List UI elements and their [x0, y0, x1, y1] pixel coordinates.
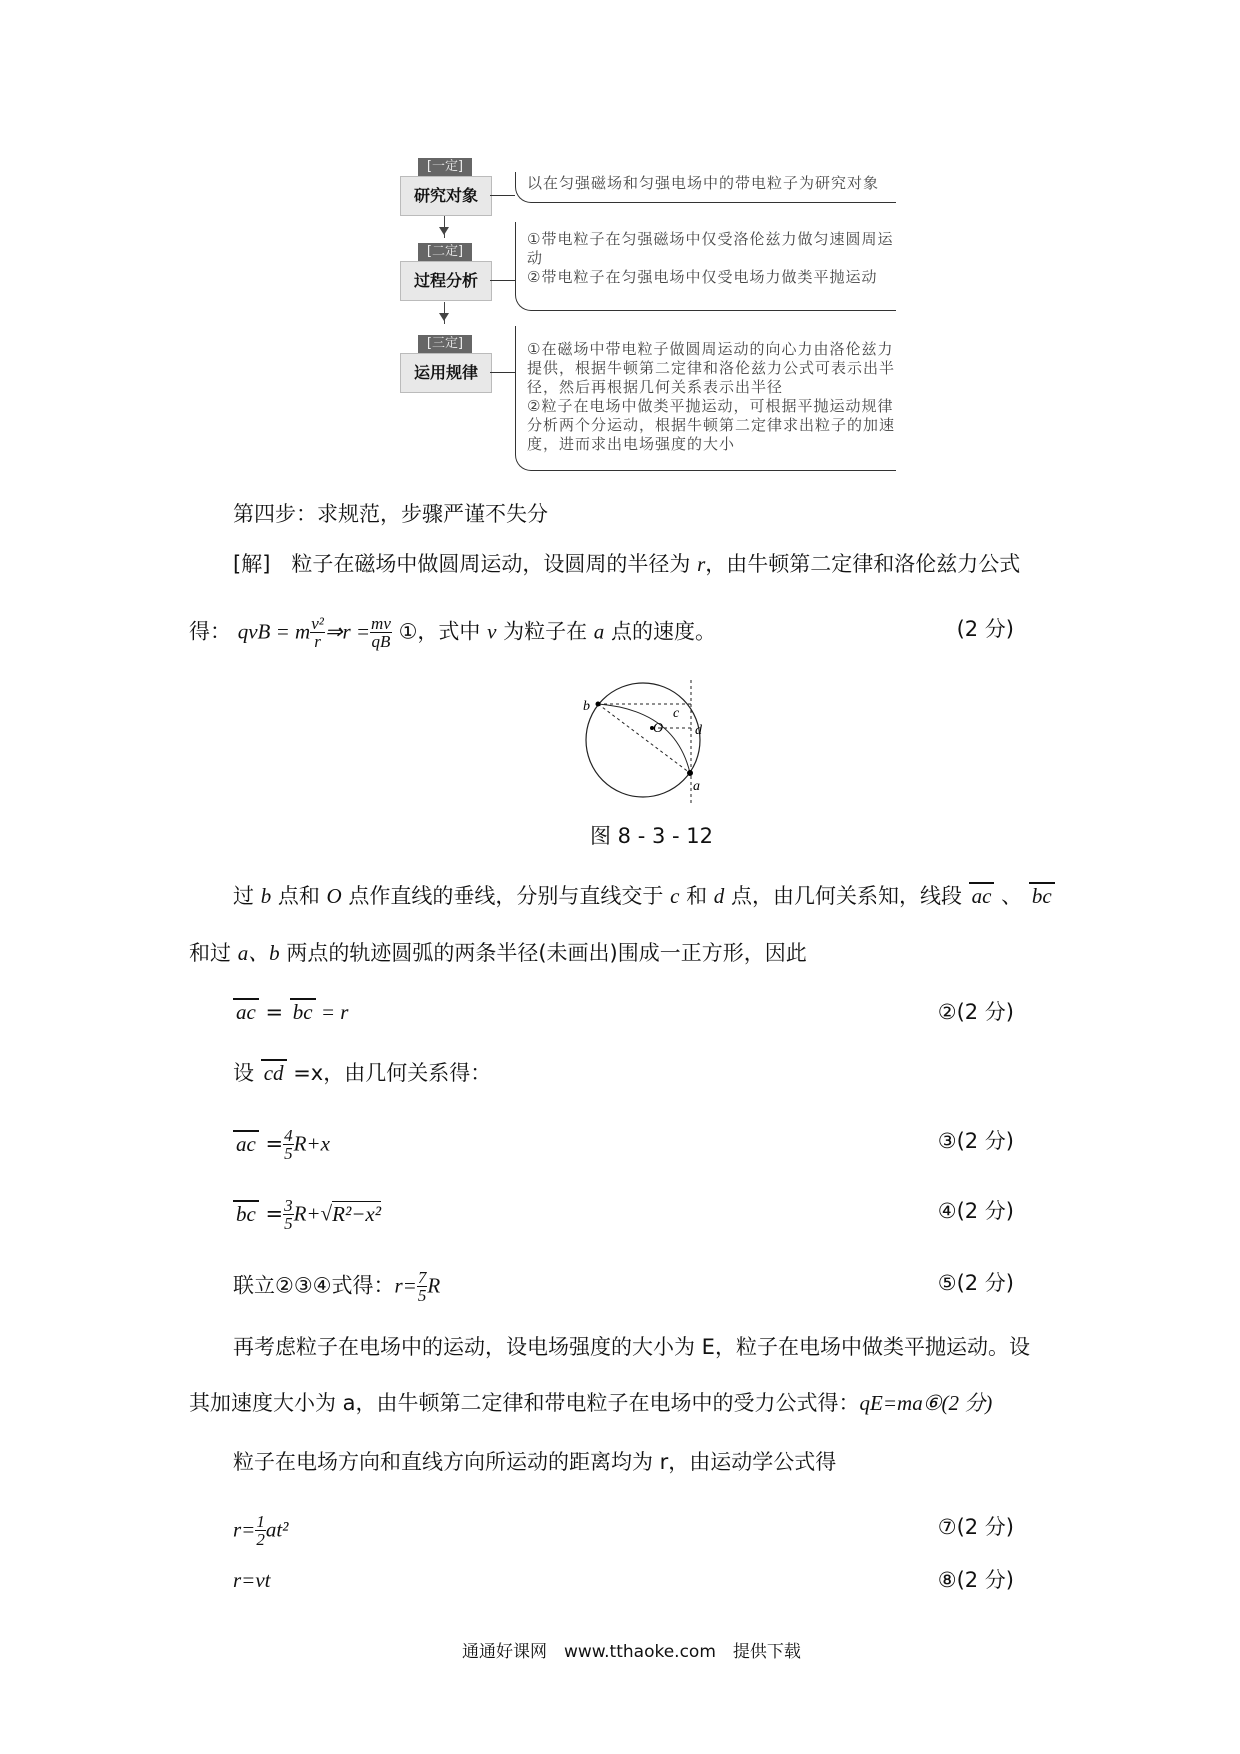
equation-4 — [233, 1197, 381, 1232]
paragraph: 再考虑粒子在电场中的运动，设电场强度的大小为 E，粒子在电场中做类平抛运动。设 — [233, 1335, 1030, 1359]
figure-caption: 图 8 - 3 - 12 — [590, 824, 713, 848]
var: O — [326, 884, 342, 908]
step-tag: [三定] — [418, 335, 472, 353]
step-box: 运用规律 — [400, 353, 492, 393]
math: qE=ma⑥(2 分) — [859, 1391, 993, 1415]
num: 3 — [284, 1196, 293, 1215]
step-box: 研究对象 — [400, 176, 492, 216]
text: 点，由几何关系知，线段 — [724, 884, 969, 908]
radicand: R²−x² — [332, 1201, 382, 1226]
paragraph — [189, 1389, 992, 1417]
math: = r — [315, 1000, 349, 1024]
var: a — [593, 619, 605, 644]
score: ②(2 分) — [937, 1000, 1014, 1024]
step-tag: [二定] — [418, 243, 472, 261]
den: 5 — [284, 1214, 293, 1233]
label-b: b — [583, 699, 590, 714]
segment: bc — [1029, 882, 1055, 908]
connector — [490, 372, 515, 373]
text: 为粒子在 — [496, 619, 594, 644]
text: =x，由几何关系得： — [286, 1061, 492, 1085]
den: 5 — [284, 1144, 293, 1163]
equation-3 — [233, 1127, 330, 1162]
equation-8: r=vt — [233, 1568, 271, 1592]
segment: bc — [290, 998, 316, 1024]
math: r= — [394, 1273, 417, 1298]
score: ⑦(2 分) — [937, 1515, 1014, 1539]
content-line: ②粒子在电场中做类平抛运动，可根据平抛运动规律分析两个分运动，根据牛顿第二定律求出粒子的加速度，进而求出电场强度的大小 — [527, 397, 896, 453]
segment: bc — [233, 1200, 259, 1226]
equation-1 — [189, 615, 716, 650]
paragraph — [189, 939, 807, 967]
label-O: O — [653, 721, 664, 736]
num: mv — [371, 614, 391, 633]
arrow-down-icon — [444, 216, 445, 238]
text: 得： — [189, 619, 231, 644]
math: R — [427, 1273, 441, 1298]
text: = — [258, 1201, 284, 1226]
text: 设 — [233, 1061, 261, 1085]
text: [解] 粒子在磁场中做圆周运动，设圆周的半径为 — [233, 552, 698, 576]
score: (2 分) — [956, 617, 1014, 641]
den: qB — [371, 632, 391, 651]
num: 7 — [417, 1268, 427, 1287]
var: b — [260, 884, 272, 908]
num: 1 — [256, 1512, 265, 1531]
segment: cd — [261, 1059, 287, 1085]
equation-7 — [233, 1513, 288, 1548]
step-content — [527, 340, 897, 454]
math: ⇒r = — [324, 619, 371, 644]
den: 5 — [417, 1286, 427, 1305]
score: ③(2 分) — [937, 1129, 1014, 1153]
fraction — [283, 1197, 294, 1232]
paragraph — [233, 882, 1055, 910]
den: 2 — [256, 1530, 265, 1549]
var: a、b — [237, 941, 280, 965]
content-line: ①在磁场中带电粒子做圆周运动的向心力由洛伦兹力提供，根据牛顿第二定律和洛伦兹力公式可表示出半径，然后再根据几何关系表示出半径 — [527, 340, 896, 396]
content-line: ①带电粒子在匀强磁场中仅受洛伦兹力做匀速圆周运动 — [527, 230, 894, 267]
arrow-down-icon — [444, 302, 445, 324]
label-a: a — [693, 779, 700, 794]
circle — [586, 683, 700, 797]
point-b — [596, 702, 601, 707]
math: qvB = m — [237, 619, 311, 644]
content-line: ②带电粒子在匀强电场中仅受电场力做类平抛运动 — [527, 268, 878, 286]
text: 过 — [233, 884, 261, 908]
text: 两点的轨迹圆弧的两条半径(未画出)围成一正方形，因此 — [279, 941, 807, 965]
var: r — [697, 552, 706, 576]
solution-para — [233, 550, 1020, 578]
point-a — [687, 770, 693, 776]
segment: ac — [233, 998, 259, 1024]
num: 4 — [284, 1126, 293, 1145]
paragraph: 粒子在电场方向和直线方向所运动的距离均为 r，由运动学公式得 — [233, 1450, 837, 1474]
text: = — [258, 1131, 284, 1156]
text: 和过 — [189, 941, 238, 965]
math: r= — [233, 1517, 256, 1542]
fraction — [283, 1127, 294, 1162]
footer: 通通好课网 www.tthaoke.com 提供下载 — [462, 1642, 801, 1662]
step-content: 以在匀强磁场和匀强电场中的带电粒子为研究对象 — [527, 174, 880, 192]
equation-2 — [233, 998, 348, 1026]
text: 和 — [679, 884, 714, 908]
text: 点作直线的垂线，分别与直线交于 — [341, 884, 671, 908]
step-tag: [一定] — [418, 158, 472, 176]
label-c: c — [673, 706, 680, 721]
math: R+x — [293, 1131, 330, 1156]
text: = — [258, 1000, 290, 1024]
geometry-figure — [580, 680, 720, 805]
math: R+√ — [293, 1201, 333, 1226]
text: ，由牛顿第二定律和洛伦兹力公式 — [705, 552, 1021, 576]
paragraph — [233, 1059, 491, 1087]
var: d — [713, 884, 725, 908]
var: c — [670, 884, 680, 908]
segment: ac — [969, 882, 995, 908]
text: 、 — [994, 884, 1029, 908]
num: v² — [311, 614, 324, 633]
math: at² — [265, 1517, 289, 1542]
var: v — [487, 619, 497, 644]
text: 其加速度大小为 a，由牛顿第二定律和带电粒子在电场中的受力公式得： — [189, 1391, 860, 1415]
step-box: 过程分析 — [400, 261, 492, 301]
segment: ac — [233, 1130, 259, 1156]
den: r — [314, 632, 321, 651]
score: ④(2 分) — [937, 1199, 1014, 1223]
step-content — [527, 230, 897, 287]
text: 联立②③④式得： — [233, 1273, 395, 1298]
text: 点和 — [271, 884, 327, 908]
score: ⑧(2 分) — [937, 1568, 1014, 1592]
fraction — [417, 1269, 428, 1304]
connector — [490, 280, 515, 281]
text: 点的速度。 — [604, 619, 716, 644]
connector — [490, 195, 515, 196]
fraction — [310, 615, 325, 650]
label-d: d — [695, 723, 702, 738]
step4-heading: 第四步：求规范，步骤严谨不失分 — [233, 502, 548, 526]
fraction — [255, 1513, 266, 1548]
text: ①，式中 — [398, 619, 488, 644]
equation-5 — [233, 1269, 440, 1304]
fraction — [370, 615, 392, 650]
score: ⑤(2 分) — [937, 1271, 1014, 1295]
